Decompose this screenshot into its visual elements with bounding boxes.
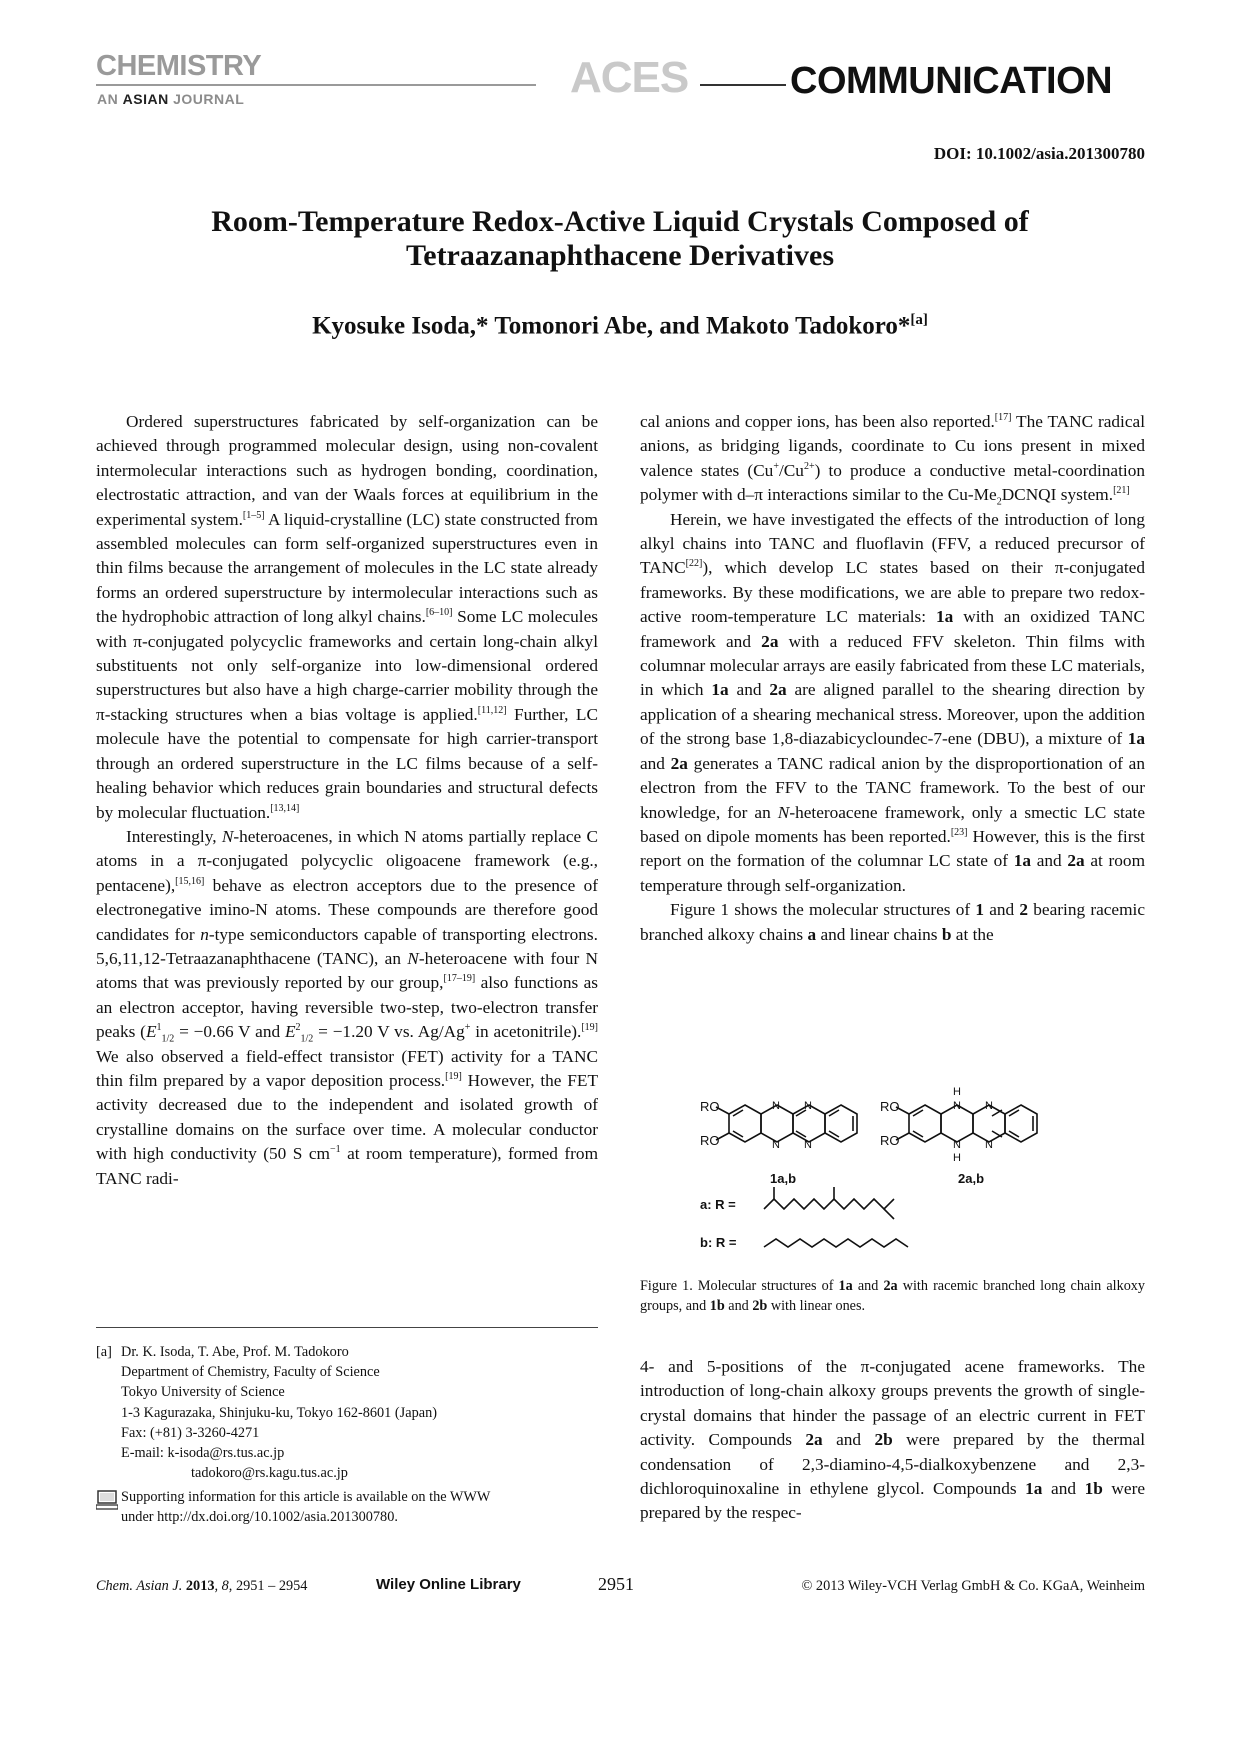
n-label: N: [985, 1100, 993, 1112]
compound-2-label: 2a,b: [958, 1171, 985, 1186]
ro-label: RO: [700, 1099, 720, 1114]
n-label: N: [985, 1139, 993, 1151]
n-label: N: [804, 1139, 812, 1151]
n-label: N: [804, 1100, 812, 1112]
affiliation-footnote: [a] Dr. K. Isoda, T. Abe, Prof. M. Tadokoro Department of Chemistry, Faculty of Science Tokyo University of Science 1-3 Kagurazaka, Shinjuku-ku, Tokyo 162-8601 (Japan) Fax: (+81) 3-3260-4271 E-mail: k-isoda@rs.tus.ac.jp tadokoro@rs.kagu.tus.ac.jp: [96, 1342, 598, 1483]
page-number: 2951: [598, 1574, 634, 1594]
computer-icon: [96, 1489, 118, 1511]
aces-logo: ACES: [570, 53, 689, 102]
footnote-rule: [96, 1327, 598, 1328]
paragraph: Figure 1 shows the molecular structures of 1 and 2 bearing racemic branched alkoxy chains a and linear chains b at the: [640, 900, 1146, 944]
h-label: H: [953, 1086, 961, 1098]
header-rule-left: [96, 84, 536, 86]
h-label: H: [953, 1152, 961, 1164]
email-link[interactable]: E-mail: k-isoda@rs.tus.ac.jp: [121, 1445, 285, 1462]
supporting-info-link[interactable]: under http://dx.doi.org/10.1002/asia.201300780.: [121, 1509, 398, 1526]
header-rule-right: [700, 84, 786, 86]
footnote-marker: [a]: [96, 1344, 112, 1360]
email-link[interactable]: tadokoro@rs.kagu.tus.ac.jp: [191, 1465, 348, 1482]
article-title: Room-Temperature Redox-Active Liquid Crystals Composed of Tetraazanaphthacene Derivatives: [211, 205, 1029, 272]
body-right-column-continued: [640, 1355, 1145, 1526]
figure-1-structures: [700, 1085, 1120, 1270]
paragraph: Herein, we have investigated the effects of the introduction of long alkyl chains into TANC and fluoflavin (FFV, a reduced precursor of TANC[22]), which develop LC states based on their π-conjugated frameworks. By these modifications, we are able to prepare two redox-active room-temperature LC materials: 1a with an oxidized TANC framework and 2a with a reduced FFV skeleton. Thin films with columnar molecular arrays are easily fabricated from these LC materials, in which 1a and 2a are aligned parallel to the shearing direction by application of a shearing mechanical stress. Moreover, upon the addition of the strong base 1,8-diazabicycloundec-7-ene (DBU), a mixture of 1a and 2a generates a TANC radical anion by the disproportionation of an electron from the FFV to the TANC framework. To the best of our knowledge, for an N-heteroacene framework, only a smectic LC state based on dipole moments has been reported.[23] However, this is the first report on the formation of the columnar LC state of 1a and 2a at room temperature through self-organization.: [640, 509, 1146, 895]
paragraph: Ordered superstructures fabricated by self-organization can be achieved through programmed molecular design, using non-covalent intermolecular interactions such as hydrogen bonding, coordination, electrostatic attraction, and van der Waals forces at equilibrium in the experimental system.[1–5] A liquid-crystalline (LC) state constructed from assembled molecules can form self-organized superstructures even in thin films because the arrangement of molecules in the LC state already forms an ordered superstructure by intermolecular interactions such as the hydrophobic attraction of long alkyl chains.[6–10] Some LC molecules with π-conjugated polycyclic frameworks and certain long-chain alkyl substituents not only self-organize into low-dimensional ordered superstructures but also have a high charge-carrier mobility through the π-stacking structures when a bias voltage is applied.[11,12] Further, LC molecule have the potential to compensate for high carrier-transport through an ordered superstructure in the LC films because of a self-healing behavior which reduces grain boundaries and structural defects by molecular fluctuation.[13,14]: [96, 412, 599, 822]
paragraph: cal anions and copper ions, has been also reported.[17] The TANC radical anions, as bridging ligands, coordinate to Cu ions present in mixed valence states $(Cu^+/Cu^{2+})$ to produce a conductive metal-coordination polymer with d–π interactions similar to the $Cu-Me_2DCNQI$ system.[21]: [640, 412, 1145, 508]
chain-b-label: b: R =: [700, 1235, 737, 1250]
paragraph: 4- and 5-positions of the π-conjugated acene frameworks. The introduction of long-chain alkoxy groups prevents the growth of single-crystal domains that hinder the passage of an electric current in FET activity. Compounds 2a and 2b were prepared by the thermal condensation of 2,3-diamino-4,5-dialkoxybenzene and 2,3-dichloroquinoxaline in ethylene glycol. Compounds 1a and 1b were prepared by the respec-: [640, 1357, 1146, 1523]
body-right-column: [640, 410, 1145, 947]
n-label: N: [772, 1100, 780, 1112]
ro-label: RO: [880, 1133, 900, 1148]
body-left-column: [96, 410, 598, 1191]
paragraph: Interestingly, N-heteroacenes, in which N atoms partially replace C atoms in a π-conjugated polycyclic oligoacene framework (e.g., pentacene),[15,16] behave as electron acceptors due to the presence of electronegative imino-N atoms. These compounds are therefore good candidates for n-type semiconductors capable of transporting electrons. 5,6,11,12-Tetraazanaphthacene (TANC), an N-heteroacene with four N atoms that was previously reported by our group,[17–19] also functions as an electron acceptor, having reversible two-step, two-electron transfer peaks ($E^1_{1/2} = -0.66$ V and $E^2_{1/2} = -1.20$ V vs. Ag/Ag+ in acetonitrile).[19] We also observed a field-effect transistor (FET) activity for a TANC thin film prepared by a vapor deposition process.[19] However, the FET activity decreased due to the independent and isolated growth of crystalline domains on the surface over time. A molecular conductor with high conductivity (50 S $cm^{-1}$ at room temperature), formed from TANC radi-: [96, 826, 599, 1188]
wiley-online-library-logo[interactable]: Wiley Online Library: [376, 1576, 521, 1593]
copyright: © 2013 Wiley-VCH Verlag GmbH & Co. KGaA, Weinheim: [801, 1578, 1145, 1594]
n-label: N: [953, 1100, 961, 1112]
authors: Kyosuke Isoda,* Tomonori Abe, and Makoto Tadokoro*[a]: [312, 312, 928, 340]
journal-name: CHEMISTRY: [96, 50, 262, 82]
citation: Chem. Asian J. 2013, 8, 2951 – 2954: [96, 1578, 308, 1594]
ro-label: RO: [700, 1133, 720, 1148]
section-label: COMMUNICATION: [790, 60, 1113, 102]
chain-a-label: a: R =: [700, 1197, 736, 1212]
figure-1-caption: Figure 1. Molecular structures of 1a and 2a with racemic branched long chain alkoxy groups, and 1b and 2b with linear ones.: [640, 1278, 1145, 1314]
n-label: N: [772, 1139, 780, 1151]
n-label: N: [953, 1139, 961, 1151]
doi[interactable]: DOI: 10.1002/asia.201300780: [933, 144, 1145, 163]
ro-label: RO: [880, 1099, 900, 1114]
journal-subtitle: AN ASIAN JOURNAL: [97, 91, 245, 107]
compound-1-label: 1a,b: [770, 1171, 797, 1186]
